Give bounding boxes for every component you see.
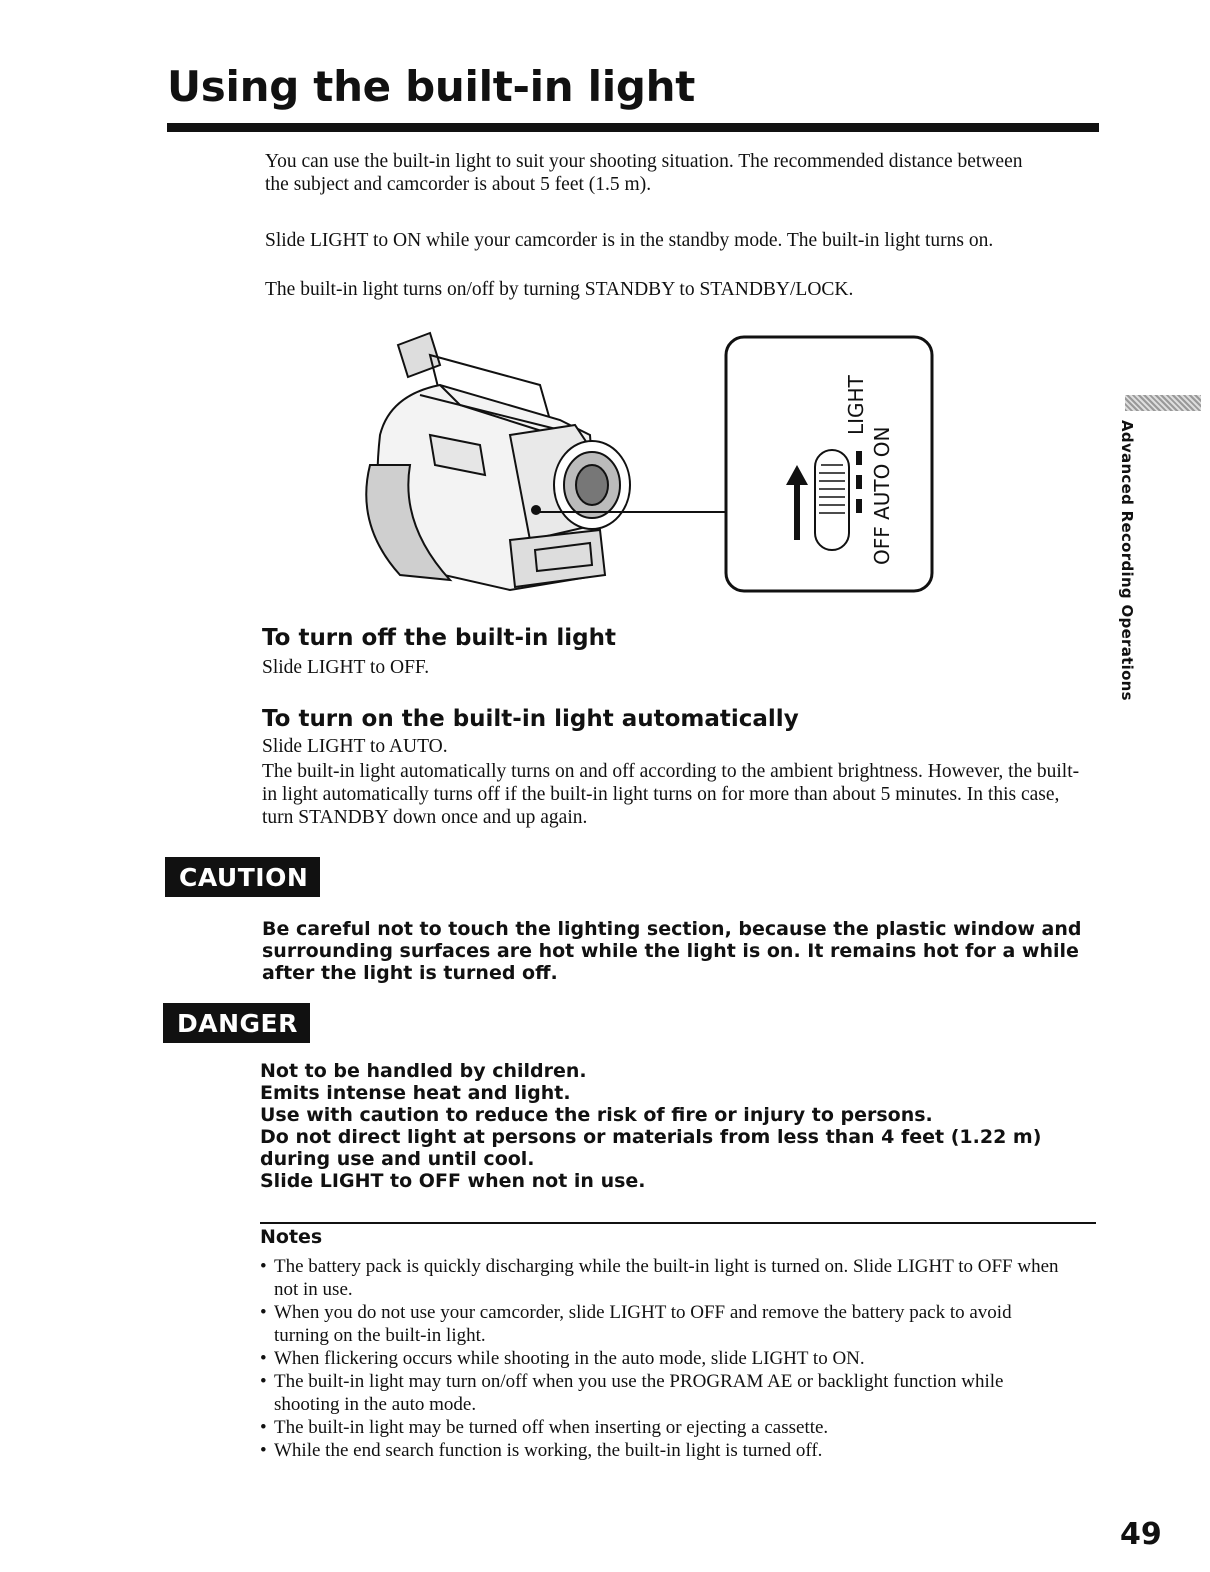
page-number: 49 <box>1120 1517 1162 1552</box>
note-item: • The built-in light may be turned off when inserting or ejecting a cassette. <box>260 1417 829 1438</box>
intro-paragraph-1: You can use the built-in light to suit your shooting situation. The recommended distance between the subject and camcorder is about 5 feet (1.5 m). <box>265 151 1023 195</box>
danger-line: Use with caution to reduce the risk of fire or injury to persons. <box>260 1104 933 1126</box>
switch-positions-text <box>870 427 894 565</box>
camcorder-figure <box>360 325 940 600</box>
note-item: • When flickering occurs while shooting in the auto mode, slide LIGHT to ON. <box>260 1348 865 1369</box>
section-heading-auto: To turn on the built-in light automatically <box>262 706 799 732</box>
danger-line: Emits intense heat and light. <box>260 1082 571 1104</box>
section-heading-turn-off: To turn off the built-in light <box>262 625 616 651</box>
position-off: OFF <box>870 526 894 565</box>
section-body-auto-2: The built-in light automatically turns on and off according to the ambient brightness. However, the built-in light automatically turns off if the built-in light turns on for more than about 5 minutes. In this case, turn STANDBY down once and up again. <box>262 761 1080 828</box>
notes-heading: Notes <box>260 1226 323 1248</box>
note-item: • The built-in light may turn on/off when you use the PROGRAM AE or backlight function while shooting in the auto mode. <box>260 1371 1004 1415</box>
danger-line: Slide LIGHT to OFF when not in use. <box>260 1170 646 1192</box>
caution-label: CAUTION <box>165 857 320 897</box>
note-item: • When you do not use your camcorder, slide LIGHT to OFF and remove the battery pack to avoid turning on the built-in light. <box>260 1302 1012 1346</box>
side-tab-label: Advanced Recording Operations <box>1118 420 1136 701</box>
danger-list <box>260 1060 1080 1192</box>
intro-paragraph-3: The built-in light turns on/off by turning STANDBY to STANDBY/LOCK. <box>265 279 854 300</box>
notes-list <box>260 1255 1060 1462</box>
title-rule <box>167 123 1099 132</box>
light-switch-label: LIGHT <box>844 375 868 435</box>
switch-label-wrap <box>810 365 868 435</box>
danger-line: Not to be handled by children. <box>260 1060 587 1082</box>
note-item: • The battery pack is quickly discharging while the built-in light is turned on. Slide LIGHT to OFF when not in use. <box>260 1256 1059 1300</box>
danger-label: DANGER <box>163 1003 310 1043</box>
intro-paragraph-2: Slide LIGHT to ON while your camcorder is in the standby mode. The built-in light turns on. <box>265 230 994 251</box>
notes-rule <box>260 1222 1096 1224</box>
side-tab-marker <box>1125 395 1201 411</box>
page-title: Using the built-in light <box>167 62 695 111</box>
camcorder-illustration <box>360 325 940 600</box>
note-item: • While the end search function is working, the built-in light is turned off. <box>260 1440 823 1461</box>
switch-positions <box>870 426 900 565</box>
position-auto: AUTO <box>870 463 894 520</box>
caution-text: Be careful not to touch the lighting section, because the plastic window and surrounding surfaces are hot while the light is on. It remains hot for a while after the light is turned off. <box>262 918 1082 984</box>
position-on: ON <box>870 426 894 458</box>
section-body-turn-off: Slide LIGHT to OFF. <box>262 657 430 678</box>
danger-line: Do not direct light at persons or materials from less than 4 feet (1.22 m) during use and until cool. <box>260 1126 1042 1170</box>
section-body-auto-1: Slide LIGHT to AUTO. <box>262 736 448 757</box>
